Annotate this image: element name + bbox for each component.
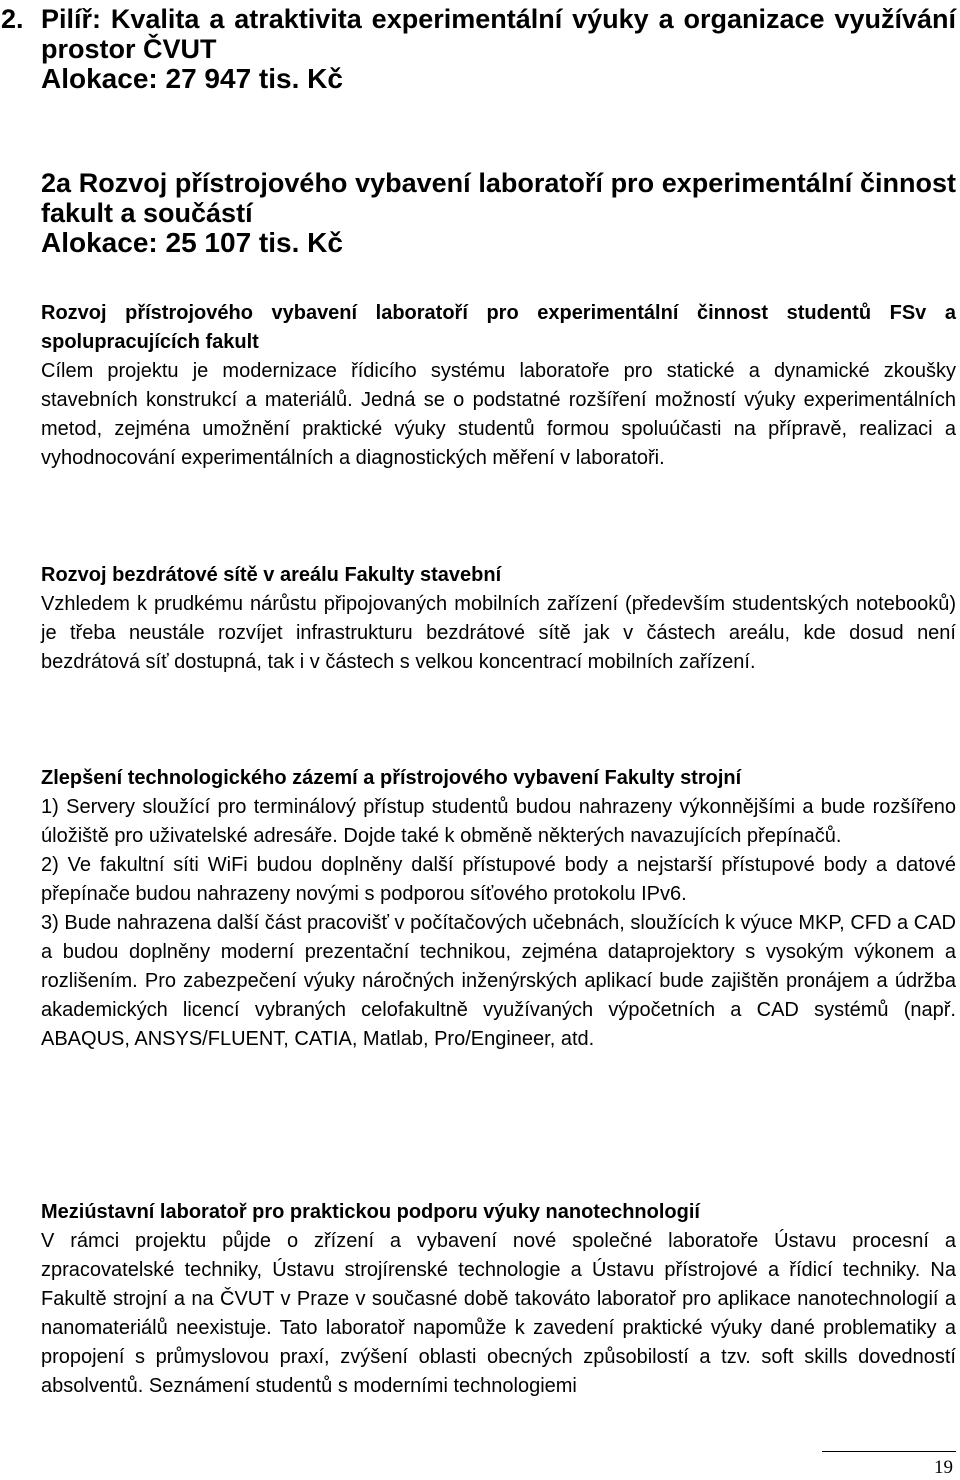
page-number: 19: [934, 1457, 953, 1478]
section-paragraph: 1) Servery sloužící pro terminálový přístup studentů budou nahrazeny výkonnějšími a bude rozšířeno úložiště pro uživatelské adresáře. Dojde také k obměně některých navazujících přepínačů.: [41, 796, 956, 847]
section-title: Zlepšení technologického zázemí a přístrojového vybavení Fakulty strojní: [41, 767, 742, 789]
section-fs-equipment: [41, 764, 956, 1054]
section-title: Rozvoj přístrojového vybavení laboratoří pro experimentální činnost studentů FSv a spolupracujících fakult: [41, 302, 956, 353]
footer-rule: [822, 1451, 956, 1452]
section-wireless-network: [41, 561, 956, 677]
main-heading-allocation: Alokace: 27 947 tis. Kč: [41, 63, 343, 94]
section-paragraph: Cílem projektu je modernizace řídicího systému laboratoře pro statické a dynamické zkoušky stavebních konstrukcí a materiálů. Jedná se o podstatné rozšíření možností výuky experimentálních metod, zejména umožnění praktické výuky studentů formou spoluúčasti na přípravě, realizaci a vyhodnocování experimentálních a diagnostických měření v laboratoři.: [41, 360, 956, 469]
section-fsv-lab: [41, 299, 956, 473]
section-title: Meziústavní laboratoř pro praktickou podporu výuky nanotechnologií: [41, 1201, 700, 1223]
section-paragraph: 3) Bude nahrazena další část pracovišť v počítačových učebnách, sloužících k výuce MKP, CFD a CAD a budou doplněny moderní prezentační technikou, zejména dataprojektory s vysokým výkonem a rozlišením. Pro zabezpečení výuky náročných inženýrských aplikací bude zajištěn pronájem a údržba akademických licencí vybraných celofakultně využívaných výpočetních a CAD systémů (např. ABAQUS, ANSYS/FLUENT, CATIA, Matlab, Pro/Engineer, atd.: [41, 912, 956, 1050]
section-paragraph: Vzhledem k prudkému nárůstu připojovaných mobilních zařízení (především studentských notebooků) je třeba neustále rozvíjet infrastrukturu bezdrátové sítě jak v částech areálu, kde dosud není bezdrátová síť dostupná, tak i v částech s velkou koncentrací mobilních zařízení.: [41, 593, 956, 673]
sub-heading-title: 2a Rozvoj přístrojového vybavení laboratoří pro experimentální činnost fakult a součástí: [41, 168, 956, 228]
section-title: Rozvoj bezdrátové sítě v areálu Fakulty stavební: [41, 564, 502, 586]
sub-heading: [41, 168, 956, 258]
section-paragraph: V rámci projektu půjde o zřízení a vybavení nové společné laboratoře Ústavu procesní a zpracovatelské techniky, Ústavu strojírenské technologie a Ústavu přístrojové a řídicí techniky. Na Fakultě strojní a na ČVUT v Praze v současné době takováto laboratoř pro aplikace nanotechnologií a nanomateriálů neexistuje. Tato laboratoř napomůže k zavedení praktické výuky dané problematiky a propojení s průmyslovou praxí, zvýšení oblasti obecných způsobilostí a tzv. soft skills dovedností absolventů. Seznámení studentů s moderními technologiemi: [41, 1230, 956, 1397]
sub-heading-allocation: Alokace: 25 107 tis. Kč: [41, 227, 343, 258]
section-nanotech-lab: [41, 1198, 956, 1401]
main-heading: [1, 4, 956, 94]
main-heading-title: Pilíř: Kvalita a atraktivita experimentální výuky a organizace využívání prostor ČVUT: [41, 4, 956, 64]
main-heading-number: 2.: [1, 4, 24, 34]
section-paragraph: 2) Ve fakultní síti WiFi budou doplněny další přístupové body a nejstarší přístupové body a datové přepínače budou nahrazeny novými s podporou síťového protokolu IPv6.: [41, 854, 956, 905]
